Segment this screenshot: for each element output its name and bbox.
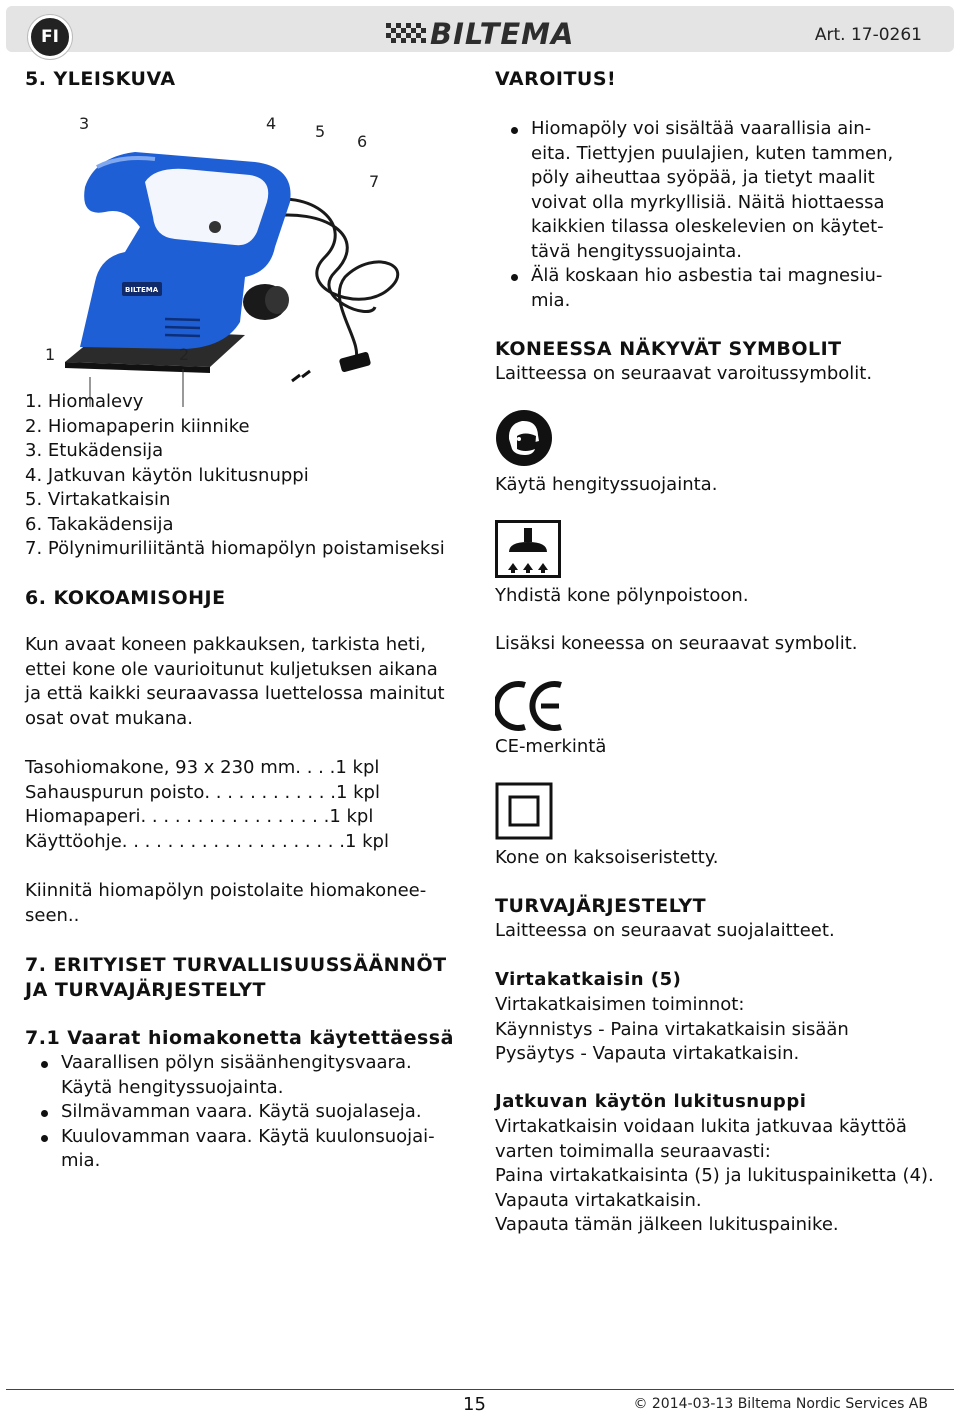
attach-note: Kiinnitä hiomapölyn poistolaite hiomakonee- seen.. (25, 880, 427, 926)
article-number: Art. 17-0261 (814, 25, 922, 45)
ce-mark-icon (495, 680, 567, 732)
hazards-list (25, 1051, 475, 1174)
list-item: Käyttöohje . . . . . . . . . . . . . . . . . . . . 1 kpl (25, 830, 389, 852)
safety-devices-intro: Laitteessa on seuraavat suojalaitteet. (495, 920, 835, 941)
device-brand-label: BILTEMA (125, 286, 159, 294)
list-item: 2. Hiomapaperin kiinnike (25, 415, 250, 437)
safety-title: 7. ERITYISET TURVALLISUUSSÄÄNNÖT JA TURVAJÄRJESTELYT (25, 954, 447, 1001)
dust-caption: Yhdistä kone pölynpoistoon. (495, 585, 749, 606)
ce-caption: CE-merkintä (495, 736, 607, 757)
footer-divider (6, 1389, 954, 1390)
extra-symbols-intro: Lisäksi koneessa on seuraavat symbolit. (495, 633, 858, 654)
callout-2: 2 (179, 345, 190, 364)
callout-7: 7 (369, 172, 380, 191)
callout-4: 4 (266, 114, 277, 133)
symbols-title: KONEESSA NÄKYVÄT SYMBOLIT (495, 338, 842, 360)
callout-3: 3 (79, 114, 90, 133)
list-item: 7. Pölynimuriliitäntä hiomapölyn poistamiseksi (25, 538, 445, 559)
list-item: Vaarallisen pölyn sisäänhengitysvaara. Käytä hengityssuojainta. (25, 1051, 475, 1100)
overview-title: 5. YLEISKUVA (25, 68, 176, 90)
copyright: © 2014-03-13 Biltema Nordic Services AB (633, 1396, 928, 1412)
list-item: 5. Virtakatkaisin (25, 489, 171, 510)
list-item: 3. Etukädensija (25, 440, 164, 461)
list-item: Silmävamman vaara. Käytä suojalaseja. (25, 1100, 475, 1125)
orbital-sander-illustration (25, 107, 475, 407)
double-insulation-icon (495, 782, 553, 840)
list-item: Kuulovamman vaara. Käytä kuulonsuojai- mia. (25, 1125, 475, 1174)
list-item: Hiomapaperi . . . . . . . . . . . . . . . . . 1 kpl (25, 806, 374, 827)
list-item: 6. Takakädensija (25, 513, 174, 535)
brand-logo (386, 18, 574, 50)
list-item: Hiomapöly voi sisältää vaarallisia ain- eita. Tiettyjen puulajien, kuten tammen, pöly aiheuttaa syöpää, ja tietyt maalit voivat olla myrkyllisiä. Näitä hiottaessa kaikkien tilassa oleskelevien on käytet- tävä hengityssuojainta. (495, 117, 940, 264)
double-insulation-caption: Kone on kaksoiseristetty. (495, 847, 719, 868)
warning-title: VAROITUS! (495, 68, 617, 90)
safety-devices-title: TURVAJÄRJESTELYT (495, 895, 707, 917)
assembly-title: 6. KOKOAMISOHJE (25, 587, 226, 609)
assembly-paragraph: Kun avaat koneen pakkauksen, tarkista heti, ettei kone ole vaurioitunut kuljetuksen aikana ja että kaikki seuraavassa luettelossa mainitut osat ovat mukana. (25, 634, 445, 729)
respirator-icon (495, 409, 553, 467)
product-figure (25, 107, 475, 407)
warnings-list (495, 117, 940, 313)
switch-description: Virtakatkaisimen toiminnot: Käynnistys - Paina virtakatkaisin sisään Pysäytys - Vapauta virtakatkaisin. (495, 994, 849, 1064)
brand-name: BILTEMA (430, 17, 575, 51)
list-item: Sahauspurun poisto . . . . . . . . . . . . 1 kpl (25, 781, 380, 803)
respirator-caption: Käytä hengityssuojainta. (495, 474, 718, 495)
list-item: 1. Hiomalevy (25, 391, 144, 412)
dust-extraction-icon (495, 520, 561, 578)
parts-list (25, 390, 445, 562)
list-item: Tasohiomakone, 93 x 230 mm . . . . 1 kpl (25, 757, 380, 778)
switch-title: Virtakatkaisin (5) (495, 969, 682, 990)
callout-1: 1 (45, 345, 56, 364)
language-badge: FI (28, 15, 72, 59)
symbols-intro: Laitteessa on seuraavat varoitussymbolit. (495, 363, 873, 384)
page-number: 15 (463, 1394, 486, 1415)
lock-title: Jatkuvan käytön lukitusnuppi (495, 1091, 807, 1112)
package-contents (25, 756, 389, 854)
page-header (6, 6, 954, 52)
hazards-title: 7.1 Vaarat hiomakonetta käytettäessä (25, 1027, 454, 1049)
checkered-flag-icon (386, 23, 426, 45)
callout-6: 6 (357, 132, 368, 151)
lock-description: Virtakatkaisin voidaan lukita jatkuvaa käyttöä varten toimimalla seuraavasti: Paina virtakatkaisinta (5) ja lukituspainiketta (4). Vapauta virtakatkaisin. Vapauta tämän jälkeen lukituspainike. (495, 1116, 934, 1235)
list-item: Älä koskaan hio asbestia tai magnesiu- mia. (495, 264, 940, 313)
list-item: 4. Jatkuvan käytön lukitusnuppi (25, 464, 309, 486)
callout-5: 5 (315, 122, 326, 141)
